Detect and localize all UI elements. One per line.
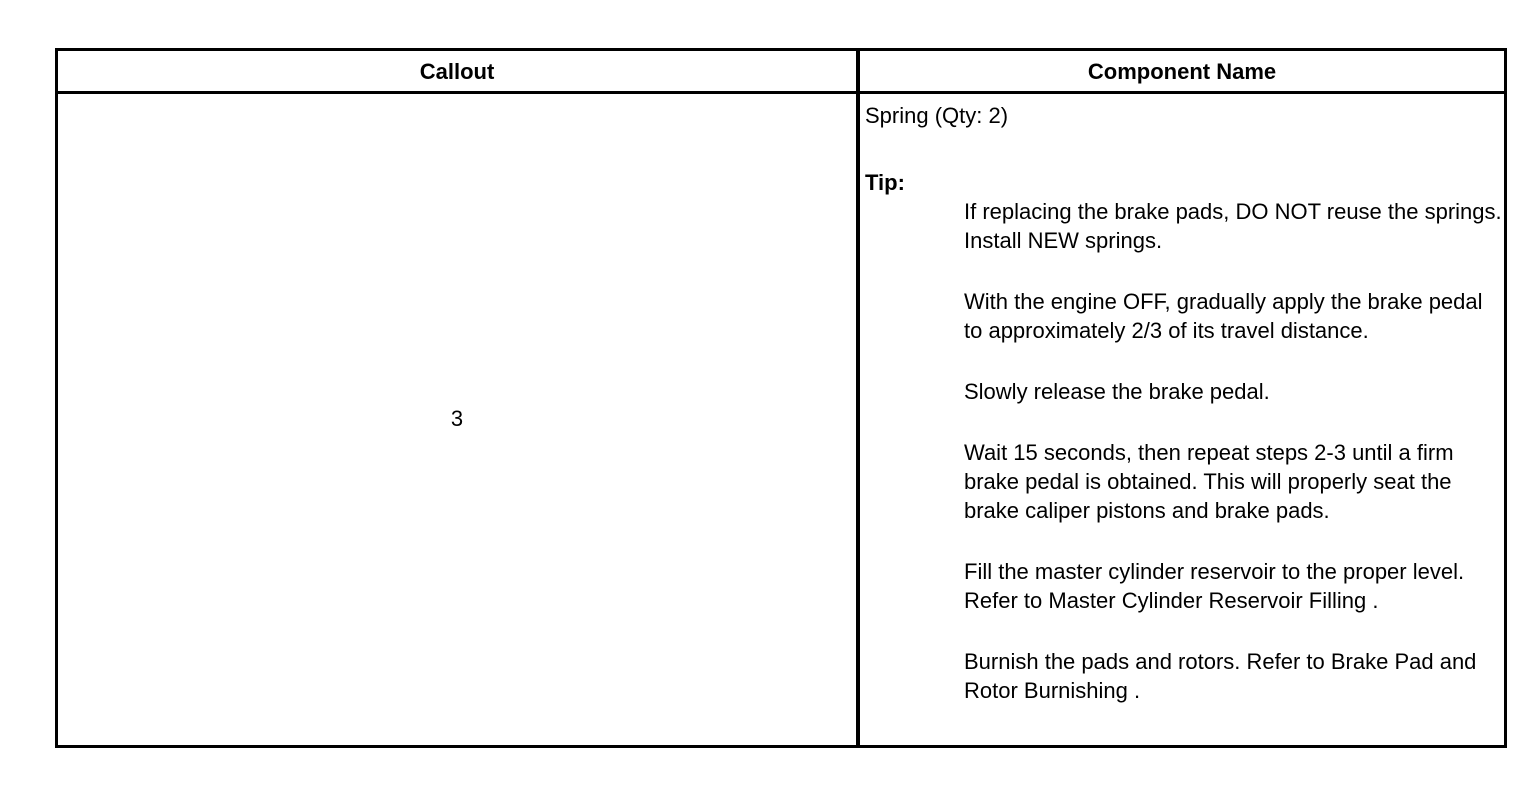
tip-item-1: If replacing the brake pads, DO NOT reuse the springs. Install NEW springs. xyxy=(964,199,1502,253)
component-name: Spring (Qty: 2) xyxy=(865,103,1009,128)
component-cell xyxy=(865,101,1505,737)
callout-number: 3 xyxy=(450,406,464,431)
tip-label: Tip: xyxy=(865,170,905,195)
column-divider xyxy=(856,51,860,745)
tip-item-2: With the engine OFF, gradually apply the brake pedal to approximately 2/3 of its travel distance. xyxy=(964,289,1483,343)
tip-item-5: Fill the master cylinder reservoir to the proper level. Refer to Master Cylinder Reservoir Filling . xyxy=(964,559,1465,613)
tip-item-4: Wait 15 seconds, then repeat steps 2-3 until a firm brake pedal is obtained. This will properly seat the brake caliper pistons and brake pads. xyxy=(964,440,1454,523)
tip-item-3: Slowly release the brake pedal. xyxy=(964,379,1270,404)
header-callout: Callout xyxy=(419,59,495,84)
header-divider xyxy=(58,91,1504,94)
tip-list xyxy=(865,197,1505,705)
header-component-name: Component Name xyxy=(1087,59,1277,84)
tip-item-6: Burnish the pads and rotors. Refer to Brake Pad and Rotor Burnishing . xyxy=(964,649,1477,703)
component-table xyxy=(55,48,1507,748)
